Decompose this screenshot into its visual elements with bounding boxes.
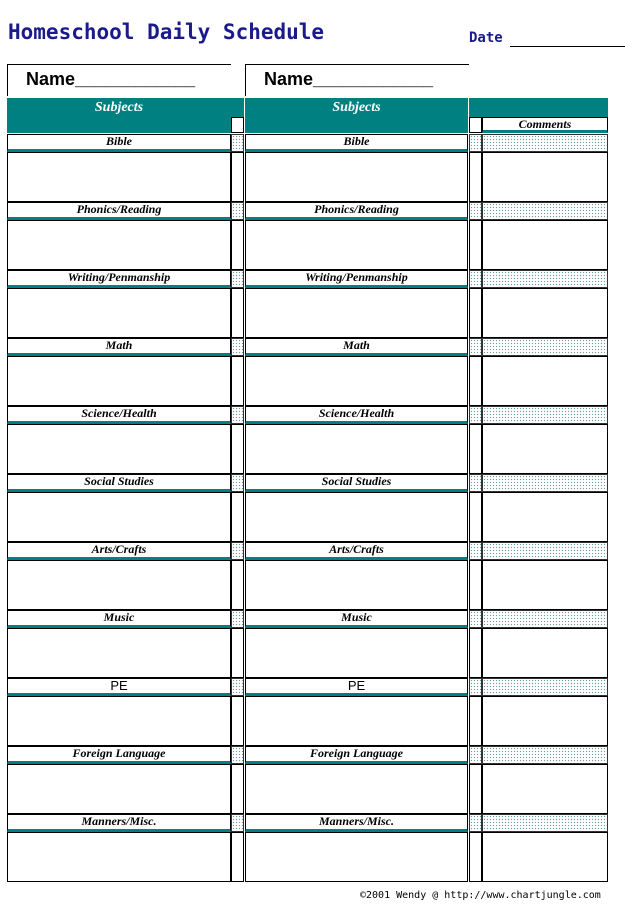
check-hatch-right — [469, 202, 482, 220]
check-box-right[interactable] — [469, 152, 482, 202]
subject-entry-left[interactable] — [7, 492, 231, 542]
subject-entry-right[interactable] — [245, 492, 468, 542]
subject-entry-right[interactable] — [245, 764, 468, 814]
comments-entry[interactable] — [482, 492, 608, 542]
check-hatch-right — [469, 338, 482, 356]
subject-entry-right[interactable] — [245, 560, 468, 610]
subject-entry-left[interactable] — [7, 220, 231, 270]
check-box-right[interactable] — [469, 628, 482, 678]
check-hatch-left — [231, 270, 244, 288]
subject-entry-right[interactable] — [245, 628, 468, 678]
check-box-left[interactable] — [231, 288, 244, 338]
subject-label-right: Phonics/Reading — [245, 202, 468, 220]
name-field-left[interactable] — [7, 64, 231, 96]
comments-entry[interactable] — [482, 764, 608, 814]
header-check-top-left — [231, 98, 244, 117]
subject-label-left: Social Studies — [7, 474, 231, 492]
subject-entry-left[interactable] — [7, 764, 231, 814]
subject-label-right: Arts/Crafts — [245, 542, 468, 560]
subject-entry-right[interactable] — [245, 696, 468, 746]
check-hatch-left — [231, 678, 244, 696]
check-hatch-left — [231, 746, 244, 764]
subject-entry-right[interactable] — [245, 424, 468, 474]
comments-hatch — [482, 610, 608, 628]
check-box-right[interactable] — [469, 220, 482, 270]
check-box-right[interactable] — [469, 764, 482, 814]
check-box-left[interactable] — [231, 560, 244, 610]
subject-label-right: Music — [245, 610, 468, 628]
comments-entry[interactable] — [482, 356, 608, 406]
subjects-header-left-label: Subjects — [94, 100, 144, 115]
check-box-left[interactable] — [231, 696, 244, 746]
comments-entry[interactable] — [482, 220, 608, 270]
comments-hatch — [482, 474, 608, 492]
comments-entry[interactable] — [482, 628, 608, 678]
check-box-left[interactable] — [231, 492, 244, 542]
check-hatch-left — [231, 542, 244, 560]
subject-entry-right[interactable] — [245, 356, 468, 406]
subject-entry-left[interactable] — [7, 696, 231, 746]
subject-label-left: Arts/Crafts — [7, 542, 231, 560]
comments-hatch — [482, 746, 608, 764]
name-label-right: Name____________ — [264, 69, 434, 89]
comments-entry[interactable] — [482, 288, 608, 338]
name-label-left: Name____________ — [26, 69, 196, 89]
comments-header — [482, 117, 608, 133]
check-hatch-right — [469, 610, 482, 628]
check-box-left[interactable] — [231, 220, 244, 270]
subject-entry-left[interactable] — [7, 560, 231, 610]
check-box-left[interactable] — [231, 152, 244, 202]
header-check-cell-right — [469, 117, 482, 133]
date-label: Date — [469, 30, 503, 46]
comments-hatch — [482, 270, 608, 288]
check-hatch-right — [469, 678, 482, 696]
subject-entry-left[interactable] — [7, 832, 231, 882]
check-hatch-left — [231, 134, 244, 152]
check-box-left[interactable] — [231, 356, 244, 406]
check-hatch-left — [231, 202, 244, 220]
comments-entry[interactable] — [482, 560, 608, 610]
comments-header-label: Comments — [518, 117, 572, 131]
subject-entry-left[interactable] — [7, 288, 231, 338]
comments-entry[interactable] — [482, 696, 608, 746]
check-box-right[interactable] — [469, 832, 482, 882]
subject-label-left: Manners/Misc. — [7, 814, 231, 832]
subject-label-left: Music — [7, 610, 231, 628]
comments-entry[interactable] — [482, 152, 608, 202]
check-box-right[interactable] — [469, 492, 482, 542]
check-hatch-left — [231, 406, 244, 424]
check-hatch-left — [231, 474, 244, 492]
subject-label-left: Foreign Language — [7, 746, 231, 764]
check-box-left[interactable] — [231, 424, 244, 474]
subject-label-left: Phonics/Reading — [7, 202, 231, 220]
subjects-header-left — [7, 98, 231, 133]
check-hatch-right — [469, 746, 482, 764]
comments-entry[interactable] — [482, 424, 608, 474]
comments-hatch — [482, 202, 608, 220]
subject-entry-left[interactable] — [7, 152, 231, 202]
subject-entry-right[interactable] — [245, 152, 468, 202]
subject-label-right: Science/Health — [245, 406, 468, 424]
subject-label-right: Bible — [245, 134, 468, 152]
check-box-right[interactable] — [469, 288, 482, 338]
subject-label-left: Math — [7, 338, 231, 356]
subject-label-left: Bible — [7, 134, 231, 152]
subject-entry-right[interactable] — [245, 220, 468, 270]
subject-label-right: PE — [245, 678, 468, 696]
subject-entry-right[interactable] — [245, 832, 468, 882]
date-field-line[interactable] — [510, 46, 625, 47]
check-box-left[interactable] — [231, 764, 244, 814]
subject-label-left: Science/Health — [7, 406, 231, 424]
check-hatch-left — [231, 338, 244, 356]
subject-label-right: Foreign Language — [245, 746, 468, 764]
check-hatch-right — [469, 406, 482, 424]
check-hatch-right — [469, 270, 482, 288]
check-hatch-right — [469, 542, 482, 560]
subject-label-left: PE — [7, 678, 231, 696]
check-hatch-right — [469, 814, 482, 832]
subject-entry-left[interactable] — [7, 628, 231, 678]
subject-label-right: Social Studies — [245, 474, 468, 492]
subject-label-left: Writing/Penmanship — [7, 270, 231, 288]
check-box-right[interactable] — [469, 356, 482, 406]
comments-hatch — [482, 338, 608, 356]
comments-hatch — [482, 814, 608, 832]
subject-label-right: Writing/Penmanship — [245, 270, 468, 288]
comments-hatch — [482, 406, 608, 424]
comments-hatch — [482, 134, 608, 152]
subject-label-right: Math — [245, 338, 468, 356]
header-check-cell-left — [231, 117, 244, 133]
subjects-header-right — [245, 98, 468, 133]
comments-header-top — [469, 98, 608, 117]
check-box-right[interactable] — [469, 424, 482, 474]
check-hatch-right — [469, 474, 482, 492]
name-field-right[interactable] — [245, 64, 469, 96]
subject-label-right: Manners/Misc. — [245, 814, 468, 832]
copyright-footer: ©2001 Wendy @ http://www.chartjungle.com — [360, 890, 601, 901]
check-box-right[interactable] — [469, 560, 482, 610]
subject-entry-left[interactable] — [7, 424, 231, 474]
check-hatch-left — [231, 610, 244, 628]
page-title: Homeschool Daily Schedule — [8, 20, 325, 44]
comments-hatch — [482, 542, 608, 560]
subject-entry-left[interactable] — [7, 356, 231, 406]
check-hatch-right — [469, 134, 482, 152]
comments-entry[interactable] — [482, 832, 608, 882]
check-box-right[interactable] — [469, 696, 482, 746]
subject-entry-right[interactable] — [245, 288, 468, 338]
check-hatch-left — [231, 814, 244, 832]
check-box-left[interactable] — [231, 832, 244, 882]
comments-hatch — [482, 678, 608, 696]
subjects-header-right-label: Subjects — [332, 100, 381, 115]
check-box-left[interactable] — [231, 628, 244, 678]
